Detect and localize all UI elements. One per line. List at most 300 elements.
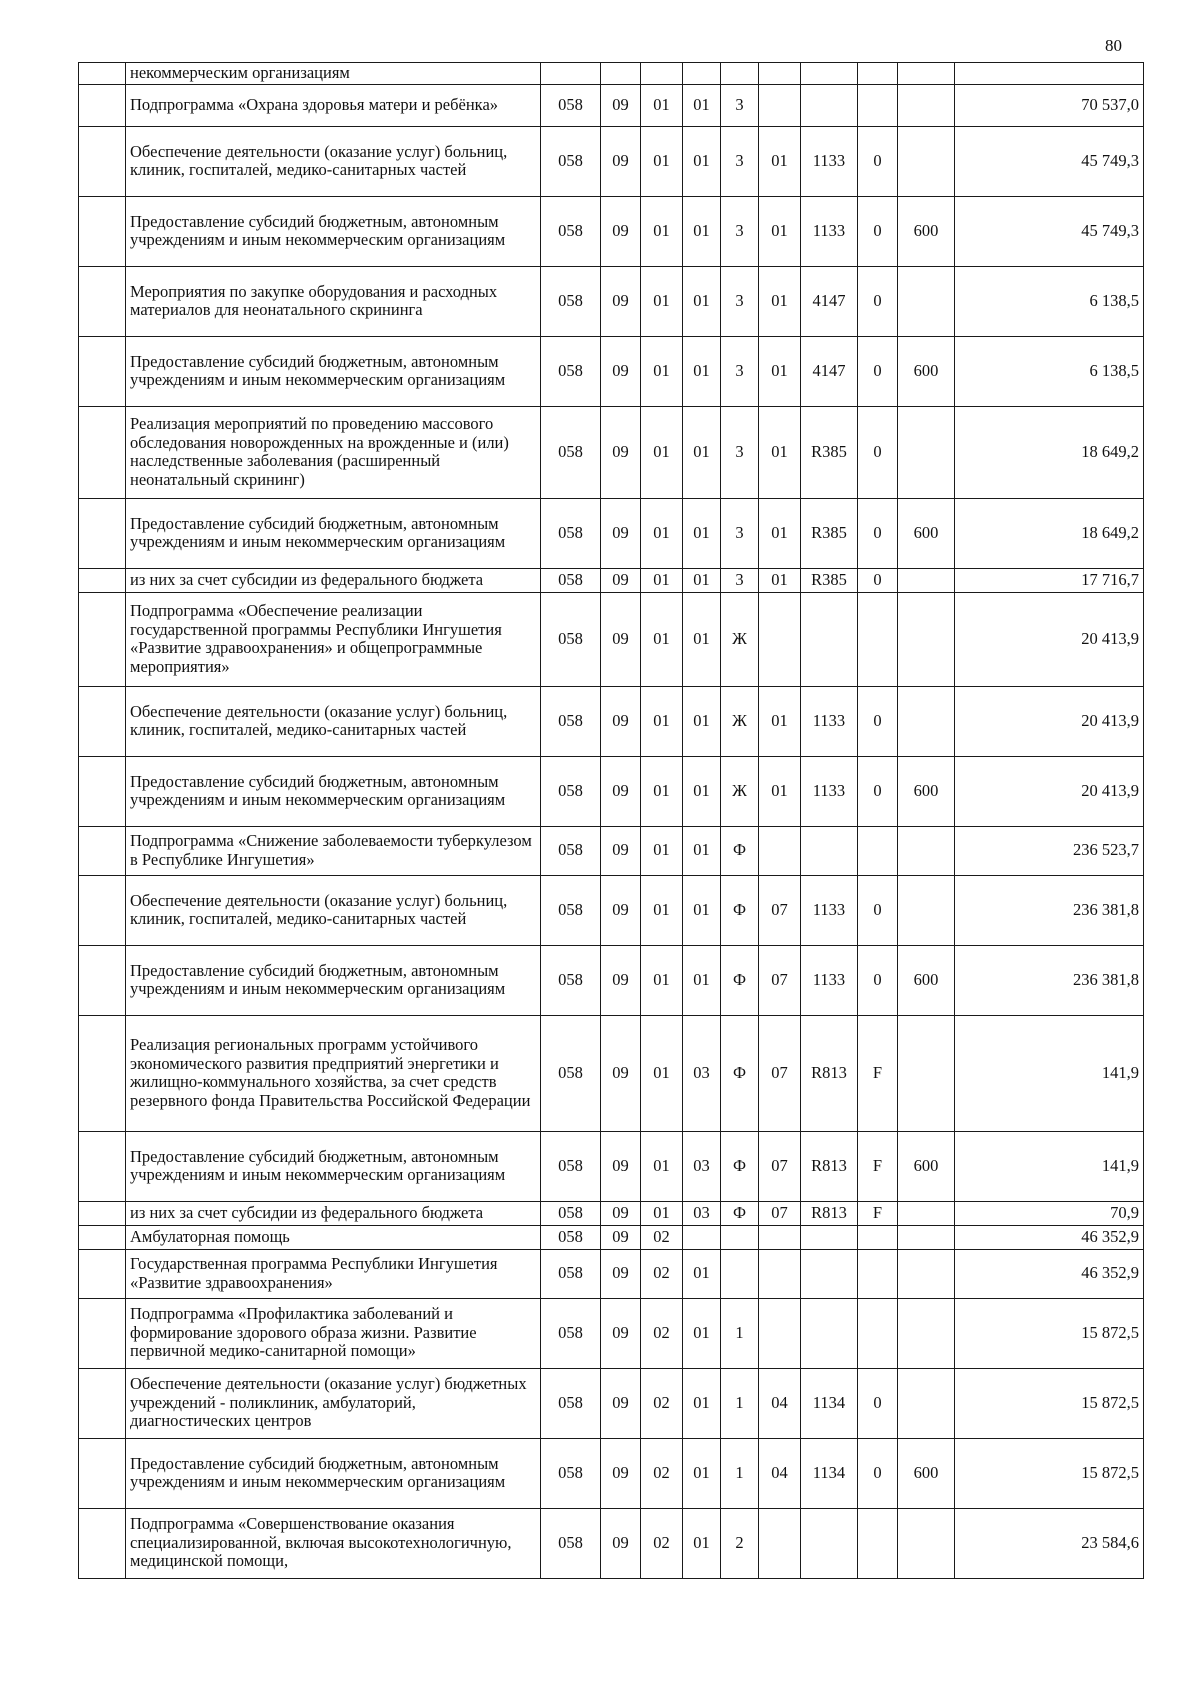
section-code: 09 (601, 756, 641, 826)
ministry-code: 058 (541, 875, 601, 945)
extra-code (858, 63, 898, 85)
subprogram-code: Ж (721, 592, 759, 686)
section-code: 09 (601, 1131, 641, 1201)
activity-code (759, 1298, 801, 1368)
table-row (79, 875, 1144, 945)
activity-code (759, 1249, 801, 1298)
item-name: Подпрограмма «Обеспечение реализации государственной программы Республики Ингушетия «Развитие здравоохранения» и общепрограммные мероприятия» (126, 592, 541, 686)
row-marker-cell (79, 1201, 126, 1225)
amount: 15 872,5 (955, 1368, 1144, 1438)
amount: 20 413,9 (955, 756, 1144, 826)
item-name: Обеспечение деятельности (оказание услуг) бюджетных учреждений - поликлиник, амбулаторий, диагностических центров (126, 1368, 541, 1438)
expense-type-code: 600 (898, 336, 955, 406)
row-marker-cell (79, 1015, 126, 1131)
section-code: 09 (601, 1015, 641, 1131)
subsection-code: 01 (641, 592, 683, 686)
section-code: 09 (601, 406, 641, 498)
section-code: 09 (601, 498, 641, 568)
program-code: 01 (683, 756, 721, 826)
program-code: 01 (683, 336, 721, 406)
subsection-code: 01 (641, 568, 683, 592)
amount: 20 413,9 (955, 686, 1144, 756)
section-code: 09 (601, 1368, 641, 1438)
activity-code: 07 (759, 875, 801, 945)
table-row (79, 1249, 1144, 1298)
expense-type-code: 600 (898, 1438, 955, 1508)
table-body (79, 63, 1144, 1579)
program-code: 01 (683, 686, 721, 756)
subsection-code: 01 (641, 126, 683, 196)
extra-code (858, 826, 898, 875)
subsection-code: 01 (641, 498, 683, 568)
ministry-code (541, 63, 601, 85)
row-marker-cell (79, 196, 126, 266)
ministry-code: 058 (541, 686, 601, 756)
extra-code: 0 (858, 686, 898, 756)
program-code: 01 (683, 875, 721, 945)
subsection-code: 02 (641, 1368, 683, 1438)
amount: 23 584,6 (955, 1508, 1144, 1578)
activity-code (759, 1508, 801, 1578)
item-name: Обеспечение деятельности (оказание услуг) больниц, клиник, госпиталей, медико-санитарных частей (126, 686, 541, 756)
direction-code (801, 63, 858, 85)
program-code: 01 (683, 826, 721, 875)
subprogram-code: Ж (721, 686, 759, 756)
row-marker-cell (79, 1249, 126, 1298)
amount: 236 381,8 (955, 945, 1144, 1015)
table-row (79, 592, 1144, 686)
expense-type-code: 600 (898, 756, 955, 826)
section-code: 09 (601, 1438, 641, 1508)
row-marker-cell (79, 568, 126, 592)
direction-code: R385 (801, 406, 858, 498)
table-row (79, 1015, 1144, 1131)
extra-code: F (858, 1015, 898, 1131)
program-code (683, 63, 721, 85)
activity-code: 01 (759, 568, 801, 592)
subprogram-code: 2 (721, 1508, 759, 1578)
table-row (79, 1225, 1144, 1249)
table-row (79, 126, 1144, 196)
subsection-code: 01 (641, 336, 683, 406)
extra-code: 0 (858, 406, 898, 498)
section-code: 09 (601, 686, 641, 756)
subsection-code: 01 (641, 1131, 683, 1201)
table-row (79, 63, 1144, 85)
subprogram-code: 1 (721, 1438, 759, 1508)
amount: 17 716,7 (955, 568, 1144, 592)
activity-code (759, 84, 801, 126)
program-code: 03 (683, 1201, 721, 1225)
program-code: 03 (683, 1131, 721, 1201)
item-name: Обеспечение деятельности (оказание услуг) больниц, клиник, госпиталей, медико-санитарных частей (126, 126, 541, 196)
extra-code: 0 (858, 1438, 898, 1508)
direction-code: 1134 (801, 1438, 858, 1508)
extra-code: 0 (858, 266, 898, 336)
subsection-code: 01 (641, 406, 683, 498)
extra-code (858, 1298, 898, 1368)
direction-code: 4147 (801, 266, 858, 336)
subsection-code: 01 (641, 84, 683, 126)
item-name: Предоставление субсидий бюджетным, автономным учреждениям и иным некоммерческим организациям (126, 336, 541, 406)
extra-code (858, 1249, 898, 1298)
item-name: Государственная программа Республики Ингушетия «Развитие здравоохранения» (126, 1249, 541, 1298)
row-marker-cell (79, 1508, 126, 1578)
subsection-code: 02 (641, 1225, 683, 1249)
expense-type-code (898, 826, 955, 875)
table-row (79, 826, 1144, 875)
subprogram-code: Ж (721, 756, 759, 826)
activity-code: 01 (759, 498, 801, 568)
amount (955, 63, 1144, 85)
table-row (79, 1508, 1144, 1578)
table-row (79, 336, 1144, 406)
section-code: 09 (601, 568, 641, 592)
subsection-code: 01 (641, 1201, 683, 1225)
activity-code: 01 (759, 266, 801, 336)
table-row (79, 1368, 1144, 1438)
item-name: некоммерческим организациям (126, 63, 541, 85)
ministry-code: 058 (541, 1249, 601, 1298)
subprogram-code (721, 63, 759, 85)
program-code: 01 (683, 1298, 721, 1368)
ministry-code: 058 (541, 592, 601, 686)
subprogram-code: Ф (721, 875, 759, 945)
extra-code: 0 (858, 875, 898, 945)
ministry-code: 058 (541, 756, 601, 826)
item-name: Амбулаторная помощь (126, 1225, 541, 1249)
row-marker-cell (79, 63, 126, 85)
direction-code: R813 (801, 1201, 858, 1225)
subsection-code (641, 63, 683, 85)
section-code: 09 (601, 84, 641, 126)
ministry-code: 058 (541, 84, 601, 126)
ministry-code: 058 (541, 266, 601, 336)
amount: 141,9 (955, 1015, 1144, 1131)
table-row (79, 686, 1144, 756)
amount: 236 381,8 (955, 875, 1144, 945)
item-name: Подпрограмма «Охрана здоровья матери и ребёнка» (126, 84, 541, 126)
item-name: Подпрограмма «Снижение заболеваемости туберкулезом в Республике Ингушетия» (126, 826, 541, 875)
subsection-code: 02 (641, 1298, 683, 1368)
activity-code: 07 (759, 945, 801, 1015)
subprogram-code: 3 (721, 568, 759, 592)
program-code: 01 (683, 568, 721, 592)
ministry-code: 058 (541, 1201, 601, 1225)
program-code: 01 (683, 592, 721, 686)
subsection-code: 01 (641, 196, 683, 266)
row-marker-cell (79, 875, 126, 945)
expense-type-code (898, 1201, 955, 1225)
ministry-code: 058 (541, 1131, 601, 1201)
direction-code: 1133 (801, 686, 858, 756)
activity-code: 01 (759, 686, 801, 756)
section-code: 09 (601, 336, 641, 406)
program-code: 01 (683, 945, 721, 1015)
item-name: Реализация мероприятий по проведению массового обследования новорожденных на врожденные и (или) наследственные заболевания (расширенный неонатальный скрининг) (126, 406, 541, 498)
extra-code (858, 592, 898, 686)
table-row (79, 266, 1144, 336)
expense-type-code (898, 686, 955, 756)
program-code: 03 (683, 1015, 721, 1131)
expense-type-code (898, 1298, 955, 1368)
extra-code (858, 84, 898, 126)
extra-code: 0 (858, 336, 898, 406)
section-code: 09 (601, 1201, 641, 1225)
section-code (601, 63, 641, 85)
direction-code: 1133 (801, 945, 858, 1015)
program-code: 01 (683, 196, 721, 266)
row-marker-cell (79, 406, 126, 498)
direction-code: 1133 (801, 126, 858, 196)
ministry-code: 058 (541, 1015, 601, 1131)
budget-table (78, 62, 1144, 1579)
subprogram-code: Ф (721, 826, 759, 875)
amount: 46 352,9 (955, 1225, 1144, 1249)
subsection-code: 02 (641, 1438, 683, 1508)
expense-type-code (898, 875, 955, 945)
item-name: Предоставление субсидий бюджетным, автономным учреждениям и иным некоммерческим организациям (126, 1438, 541, 1508)
section-code: 09 (601, 196, 641, 266)
program-code: 01 (683, 1438, 721, 1508)
item-name: из них за счет субсидии из федерального бюджета (126, 568, 541, 592)
table-row (79, 1131, 1144, 1201)
subprogram-code: Ф (721, 1201, 759, 1225)
amount: 70 537,0 (955, 84, 1144, 126)
subprogram-code: 3 (721, 406, 759, 498)
subprogram-code (721, 1249, 759, 1298)
subprogram-code: Ф (721, 1131, 759, 1201)
section-code: 09 (601, 592, 641, 686)
activity-code: 07 (759, 1015, 801, 1131)
amount: 46 352,9 (955, 1249, 1144, 1298)
table-row (79, 1298, 1144, 1368)
extra-code: 0 (858, 196, 898, 266)
activity-code: 01 (759, 196, 801, 266)
item-name: из них за счет субсидии из федерального бюджета (126, 1201, 541, 1225)
amount: 70,9 (955, 1201, 1144, 1225)
activity-code: 04 (759, 1438, 801, 1508)
ministry-code: 058 (541, 1298, 601, 1368)
row-marker-cell (79, 126, 126, 196)
ministry-code: 058 (541, 1225, 601, 1249)
subsection-code: 01 (641, 266, 683, 336)
direction-code (801, 592, 858, 686)
activity-code (759, 592, 801, 686)
expense-type-code (898, 1368, 955, 1438)
direction-code: 1134 (801, 1368, 858, 1438)
table-row (79, 406, 1144, 498)
subprogram-code: 3 (721, 196, 759, 266)
subsection-code: 02 (641, 1508, 683, 1578)
section-code: 09 (601, 1225, 641, 1249)
amount: 15 872,5 (955, 1438, 1144, 1508)
table-row (79, 756, 1144, 826)
row-marker-cell (79, 1131, 126, 1201)
direction-code: R813 (801, 1131, 858, 1201)
subprogram-code: Ф (721, 945, 759, 1015)
item-name: Подпрограмма «Профилактика заболеваний и формирование здорового образа жизни. Развитие первичной медико-санитарной помощи» (126, 1298, 541, 1368)
activity-code (759, 63, 801, 85)
direction-code: 4147 (801, 336, 858, 406)
subprogram-code: 3 (721, 126, 759, 196)
item-name: Предоставление субсидий бюджетным, автономным учреждениям и иным некоммерческим организациям (126, 196, 541, 266)
subprogram-code: 3 (721, 266, 759, 336)
activity-code: 07 (759, 1131, 801, 1201)
extra-code: 0 (858, 568, 898, 592)
amount: 20 413,9 (955, 592, 1144, 686)
row-marker-cell (79, 84, 126, 126)
amount: 45 749,3 (955, 196, 1144, 266)
row-marker-cell (79, 336, 126, 406)
extra-code: 0 (858, 945, 898, 1015)
program-code: 01 (683, 498, 721, 568)
activity-code: 07 (759, 1201, 801, 1225)
program-code (683, 1225, 721, 1249)
direction-code: 1133 (801, 756, 858, 826)
row-marker-cell (79, 266, 126, 336)
extra-code: F (858, 1201, 898, 1225)
item-name: Предоставление субсидий бюджетным, автономным учреждениям и иным некоммерческим организациям (126, 1131, 541, 1201)
item-name: Предоставление субсидий бюджетным, автономным учреждениям и иным некоммерческим организациям (126, 756, 541, 826)
amount: 6 138,5 (955, 336, 1144, 406)
activity-code: 01 (759, 756, 801, 826)
subsection-code: 01 (641, 686, 683, 756)
row-marker-cell (79, 1298, 126, 1368)
extra-code (858, 1508, 898, 1578)
amount: 18 649,2 (955, 498, 1144, 568)
section-code: 09 (601, 126, 641, 196)
program-code: 01 (683, 1368, 721, 1438)
item-name: Мероприятия по закупке оборудования и расходных материалов для неонатального скрининга (126, 266, 541, 336)
expense-type-code (898, 126, 955, 196)
subprogram-code: 1 (721, 1368, 759, 1438)
activity-code: 01 (759, 126, 801, 196)
expense-type-code (898, 1508, 955, 1578)
item-name: Реализация региональных программ устойчивого экономического развития предприятий энергетики и жилищно-коммунального хозяйства, за счет средств резервного фонда Правительства Российской Федерации (126, 1015, 541, 1131)
item-name: Предоставление субсидий бюджетным, автономным учреждениям и иным некоммерческим организациям (126, 498, 541, 568)
ministry-code: 058 (541, 826, 601, 875)
direction-code (801, 1225, 858, 1249)
program-code: 01 (683, 126, 721, 196)
extra-code: 0 (858, 1368, 898, 1438)
activity-code (759, 1225, 801, 1249)
section-code: 09 (601, 266, 641, 336)
ministry-code: 058 (541, 568, 601, 592)
row-marker-cell (79, 1438, 126, 1508)
program-code: 01 (683, 1508, 721, 1578)
subprogram-code: 3 (721, 498, 759, 568)
row-marker-cell (79, 686, 126, 756)
expense-type-code (898, 568, 955, 592)
amount: 6 138,5 (955, 266, 1144, 336)
amount: 15 872,5 (955, 1298, 1144, 1368)
ministry-code: 058 (541, 1508, 601, 1578)
direction-code (801, 826, 858, 875)
direction-code: 1133 (801, 875, 858, 945)
section-code: 09 (601, 1298, 641, 1368)
row-marker-cell (79, 592, 126, 686)
subsection-code: 01 (641, 1015, 683, 1131)
expense-type-code (898, 592, 955, 686)
direction-code: R813 (801, 1015, 858, 1131)
expense-type-code: 600 (898, 498, 955, 568)
table-row (79, 498, 1144, 568)
row-marker-cell (79, 826, 126, 875)
direction-code (801, 1508, 858, 1578)
amount: 141,9 (955, 1131, 1144, 1201)
ministry-code: 058 (541, 126, 601, 196)
direction-code: R385 (801, 568, 858, 592)
expense-type-code: 600 (898, 945, 955, 1015)
program-code: 01 (683, 406, 721, 498)
table-row (79, 568, 1144, 592)
table-row (79, 84, 1144, 126)
amount: 236 523,7 (955, 826, 1144, 875)
activity-code: 01 (759, 336, 801, 406)
section-code: 09 (601, 875, 641, 945)
subsection-code: 01 (641, 875, 683, 945)
ministry-code: 058 (541, 945, 601, 1015)
extra-code: F (858, 1131, 898, 1201)
expense-type-code (898, 84, 955, 126)
row-marker-cell (79, 498, 126, 568)
amount: 45 749,3 (955, 126, 1144, 196)
table-row (79, 1201, 1144, 1225)
item-name: Обеспечение деятельности (оказание услуг) больниц, клиник, госпиталей, медико-санитарных частей (126, 875, 541, 945)
row-marker-cell (79, 1225, 126, 1249)
subprogram-code: 3 (721, 336, 759, 406)
direction-code (801, 1298, 858, 1368)
expense-type-code: 600 (898, 196, 955, 266)
table-row (79, 945, 1144, 1015)
subsection-code: 01 (641, 945, 683, 1015)
expense-type-code (898, 1015, 955, 1131)
subprogram-code: 3 (721, 84, 759, 126)
activity-code: 04 (759, 1368, 801, 1438)
activity-code: 01 (759, 406, 801, 498)
table-row (79, 1438, 1144, 1508)
extra-code: 0 (858, 126, 898, 196)
program-code: 01 (683, 266, 721, 336)
ministry-code: 058 (541, 196, 601, 266)
extra-code: 0 (858, 498, 898, 568)
direction-code: 1133 (801, 196, 858, 266)
activity-code (759, 826, 801, 875)
extra-code (858, 1225, 898, 1249)
amount: 18 649,2 (955, 406, 1144, 498)
section-code: 09 (601, 1508, 641, 1578)
page-number: 80 (1105, 36, 1122, 55)
table-row (79, 196, 1144, 266)
subprogram-code (721, 1225, 759, 1249)
ministry-code: 058 (541, 1368, 601, 1438)
ministry-code: 058 (541, 406, 601, 498)
subsection-code: 01 (641, 756, 683, 826)
direction-code (801, 1249, 858, 1298)
ministry-code: 058 (541, 336, 601, 406)
expense-type-code: 600 (898, 1131, 955, 1201)
subprogram-code: 1 (721, 1298, 759, 1368)
direction-code (801, 84, 858, 126)
section-code: 09 (601, 1249, 641, 1298)
program-code: 01 (683, 1249, 721, 1298)
row-marker-cell (79, 1368, 126, 1438)
item-name: Предоставление субсидий бюджетным, автономным учреждениям и иным некоммерческим организациям (126, 945, 541, 1015)
subsection-code: 01 (641, 826, 683, 875)
expense-type-code (898, 406, 955, 498)
row-marker-cell (79, 945, 126, 1015)
